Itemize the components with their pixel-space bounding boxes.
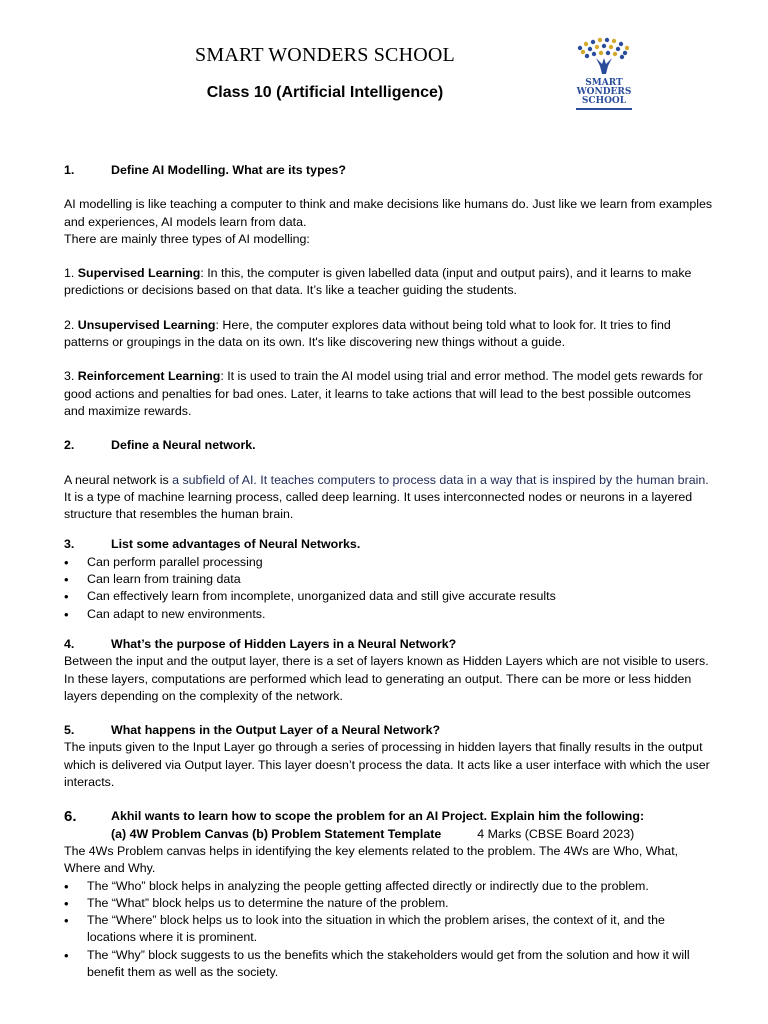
question-1-intro-2: There are mainly three types of AI modelling:: [64, 231, 310, 246]
question-4-heading: 4. What’s the purpose of Hidden Layers in a Neural Network?: [64, 636, 714, 653]
question-5-heading: 5. What happens in the Output Layer of a Neural Network?: [64, 722, 714, 739]
list-item: • Can adapt to new environments.: [64, 606, 714, 623]
marks-label: 4 Marks (CBSE Board 2023): [477, 826, 635, 841]
question-4-answer: Between the input and the output layer, there is a set of layers known as Hidden Layers which are not visible to users. In these layers, computations are performed which lead to generating an output. There can be more or less hidden layers depending on the complexity of the network.: [64, 654, 709, 703]
question-6-intro: The 4Ws Problem canvas helps in identifying the key elements related to the problem. The 4Ws are Who, What, Where and Why.: [64, 843, 679, 876]
question-5-title: What happens in the Output Layer of a Neural Network?: [111, 723, 441, 738]
list-item: • The “What” block helps us to determine the nature of the problem.: [64, 895, 714, 912]
four-w-list: [64, 878, 714, 982]
worksheet-content: [64, 162, 714, 981]
school-name: SMART WONDERS SCHOOL: [195, 44, 455, 66]
question-1-heading: 1. Define AI Modelling. What are its types?: [64, 162, 714, 179]
class-title: Class 10 (Artificial Intelligence): [206, 84, 444, 101]
ai-type-reinforcement: 3. Reinforcement Learning: It is used to train the AI model using trial and error method. The model gets rewards for good actions and penalties for bad ones. Later, it learns to take actions that will lead to the best possible outcomes and maximize rewards.: [64, 369, 703, 418]
question-4-title: What’s the purpose of Hidden Layers in a Neural Network?: [111, 636, 457, 651]
question-6-subtitle: (a) 4W Problem Canvas (b) Problem Statement Template 4 Marks (CBSE Board 2023): [64, 826, 714, 843]
question-3-heading: 3. List some advantages of Neural Networks.: [64, 536, 714, 553]
school-logo: [566, 36, 646, 116]
question-1-intro: AI modelling is like teaching a computer to think and make decisions like humans do. Just like we learn from examples and experiences, AI models learn from data.: [64, 197, 713, 229]
question-5-answer: The inputs given to the Input Layer go through a series of processing in hidden layers that finally results in the output which is delivered via Output layer. This layer doesn’t process the data. It acts like a user interface with which the user interacts.: [64, 740, 710, 790]
list-item: • The “Who” block helps in analyzing the people getting affected directly or indirectly due to the problem.: [64, 878, 714, 895]
list-item: • Can effectively learn from incomplete, unorganized data and still give accurate results: [64, 588, 714, 605]
svg-text:WONDERS: WONDERS: [576, 87, 632, 97]
logo-tree-icon: [578, 38, 629, 74]
list-item: • The “Why” block suggests to us the benefits which the stakeholders would get from the solution and how it will benefit them as well as the society.: [64, 947, 714, 982]
question-6-heading: 6. Akhil wants to learn how to scope the problem for an AI Project. Explain him the following:: [64, 808, 645, 826]
list-item: • Can learn from training data: [64, 571, 714, 588]
svg-text:SCHOOL: SCHOOL: [581, 96, 627, 106]
question-2-title: Define a Neural network.: [111, 438, 256, 453]
question-3-title: List some advantages of Neural Networks.: [111, 537, 361, 552]
ai-type-unsupervised: 2. Unsupervised Learning: Here, the computer explores data without being told what to look for. It tries to find patterns or groupings in the data on its own. It's like discovering new things without a guide.: [64, 317, 671, 350]
advantages-list: [64, 554, 714, 623]
ai-type-supervised: 1. Supervised Learning: In this, the computer is given labelled data (input and output pairs), and it learns to make predictions or decisions based on that data. It’s like a teacher guiding the students.: [64, 266, 692, 298]
question-2-answer: A neural network is a subfield of AI. It teaches computers to process data in a way that is inspired by the human brain. It is a type of machine learning process, called deep learning. It uses interconnected nodes or neurons in a layered structure that resembles the human brain.: [64, 472, 709, 522]
list-item: • Can perform parallel processing: [64, 554, 714, 571]
question-2-heading: 2. Define a Neural network.: [64, 437, 714, 454]
logo-text: [576, 78, 632, 106]
question-6-title: Akhil wants to learn how to scope the problem for an AI Project. Explain him the following:: [111, 809, 645, 824]
question-1-title: Define AI Modelling. What are its types?: [111, 163, 346, 177]
list-item: • The “Where” block helps us to look into the situation in which the problem arises, the context of it, and the locations where it is prominent.: [64, 912, 714, 947]
svg-text:SMART: SMART: [585, 78, 623, 88]
